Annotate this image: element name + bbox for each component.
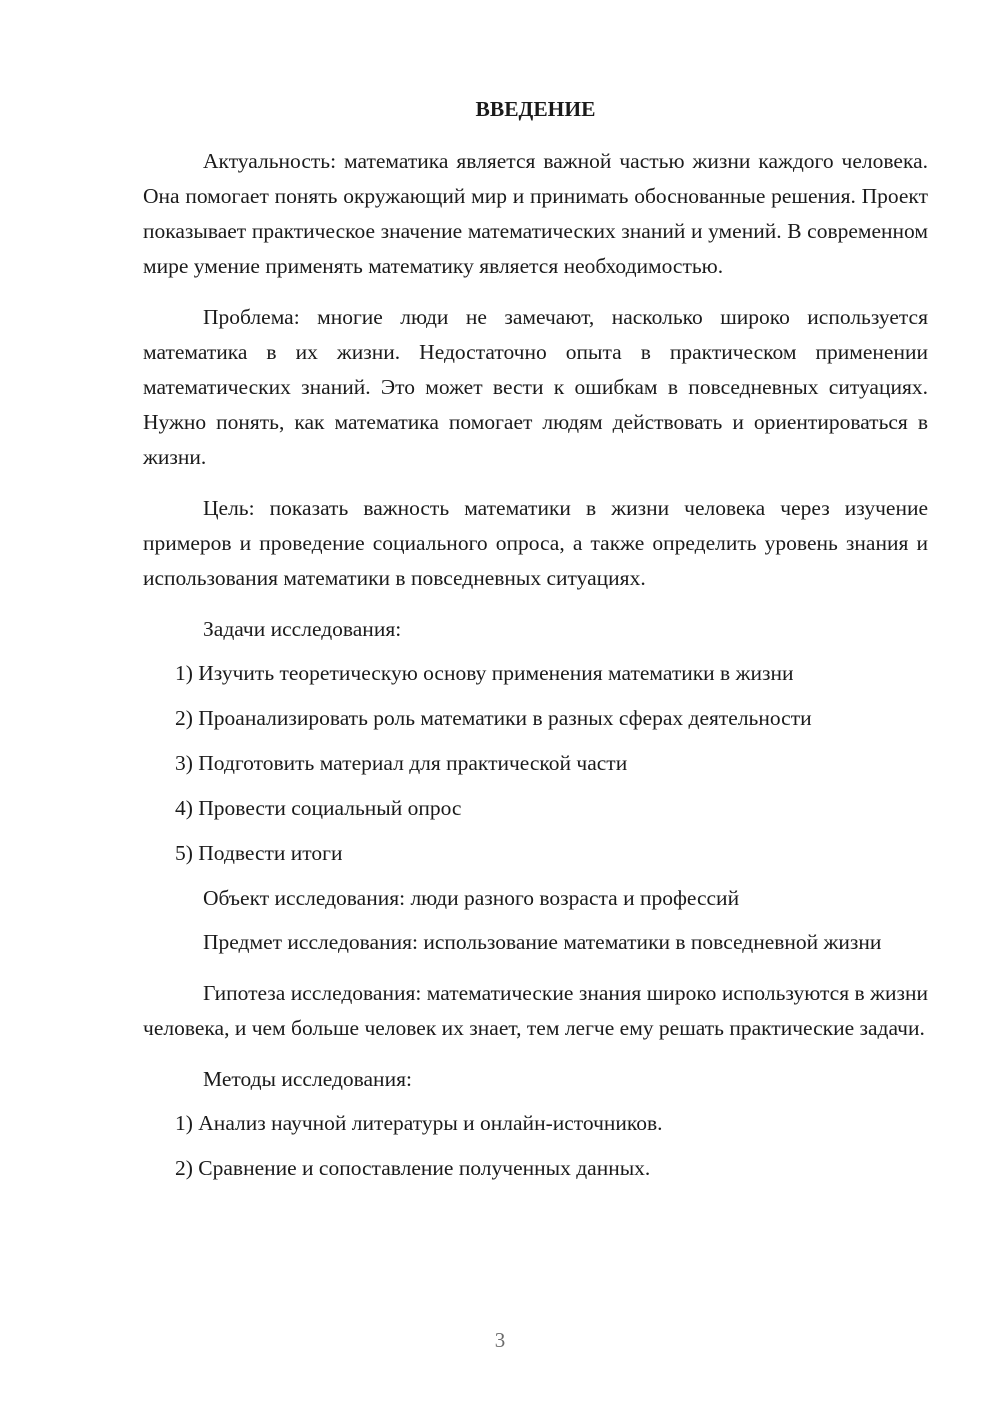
methods-heading: Методы исследования: [203, 1067, 412, 1091]
task-item-5: 5) Подвести итоги [175, 841, 343, 865]
subject-paragraph: Предмет исследования: использование математики в повседневной жизни [203, 930, 882, 954]
task-item-2: 2) Проанализировать роль математики в разных сферах деятельности [175, 706, 812, 730]
task-item-3: 3) Подготовить материал для практической части [175, 751, 628, 775]
page-title: ВВЕДЕНИЕ [475, 97, 596, 121]
problem-paragraph: Проблема: многие люди не замечают, насколько широко используется математика в их жизни. Недостаточно опыта в практическом применении математических знаний. Это может вести к ошибкам в повседневных ситуациях. Нужно понять, как математика помогает людям действовать и ориентироваться в жизни. [143, 305, 928, 469]
relevance-paragraph: Актуальность: математика является важной частью жизни каждого человека. Она помогает понять окружающий мир и принимать обоснованные решения. Проект показывает практическое значение математических знаний и умений. В современном мире умение применять математику является необходимостью. [143, 149, 928, 278]
hypothesis-paragraph: Гипотеза исследования: математические знания широко используются в жизни человека, и чем больше человек их знает, тем легче ему решать практические задачи. [143, 981, 928, 1040]
tasks-heading: Задачи исследования: [203, 617, 402, 641]
method-item-2: 2) Сравнение и сопоставление полученных данных. [175, 1156, 651, 1180]
goal-paragraph: Цель: показать важность математики в жизни человека через изучение примеров и проведение социального опроса, а также определить уровень знания и использования математики в повседневных ситуациях. [143, 496, 928, 590]
methods-list [143, 1106, 928, 1186]
task-item-1: 1) Изучить теоретическую основу применения математики в жизни [175, 661, 794, 685]
object-paragraph: Объект исследования: люди разного возраста и профессий [203, 886, 740, 910]
method-item-1: 1) Анализ научной литературы и онлайн-источников. [175, 1111, 663, 1135]
page-number: 3 [494, 1328, 506, 1352]
document-page [143, 92, 928, 1196]
tasks-list [143, 656, 928, 871]
task-item-4: 4) Провести социальный опрос [175, 796, 462, 820]
